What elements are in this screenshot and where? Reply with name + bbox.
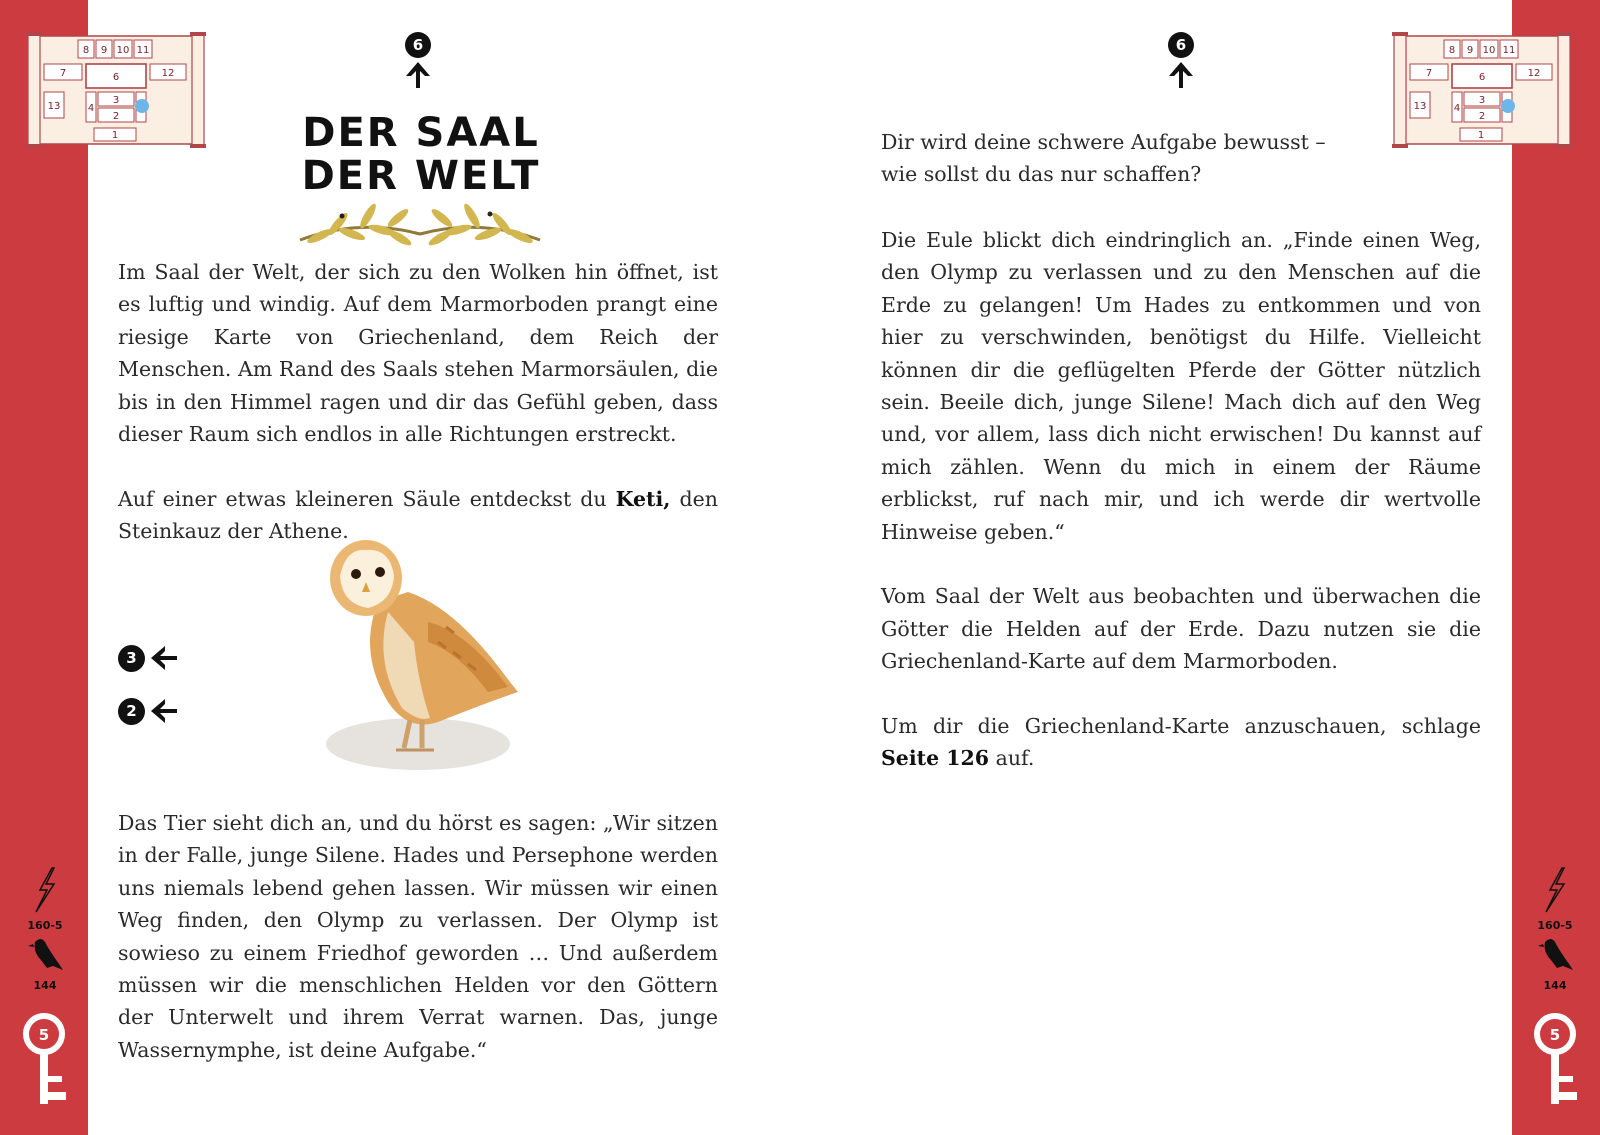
paragraph: Dir wird deine schwere Aufgabe bewusst – wie sollst du das nur schaffen? (881, 130, 1326, 187)
nav-room-number: 3 (118, 645, 145, 672)
nav-room-number: 6 (1168, 32, 1194, 58)
title-line-1: DER SAAL (302, 110, 540, 156)
map-room-13: 13 (1413, 101, 1427, 112)
map-room-7: 7 (59, 68, 67, 79)
room-map-right (1392, 30, 1572, 150)
map-room-8: 8 (82, 45, 90, 56)
arrow-up-icon (404, 60, 432, 90)
bird-icon (25, 934, 65, 974)
key-icon (20, 1012, 68, 1108)
laurel-branch-ornament (290, 196, 550, 256)
map-room-6: 6 (1478, 72, 1486, 83)
map-room-4: 4 (87, 103, 95, 114)
nav-up-room-6-right[interactable] (1161, 32, 1201, 102)
map-room-10: 10 (1482, 45, 1496, 56)
nav-left-room-3[interactable] (118, 643, 182, 673)
map-room-8: 8 (1448, 45, 1456, 56)
page-reference: Seite 126 (881, 746, 990, 771)
nav-up-room-6-left[interactable] (398, 32, 438, 102)
map-room-11: 11 (1502, 45, 1516, 56)
lightning-icon (1542, 866, 1568, 914)
bird-icon (1535, 934, 1575, 974)
bird-code: 144 (1543, 979, 1567, 992)
map-room-1: 1 (111, 130, 119, 141)
text-span: auf. (989, 746, 1035, 771)
text-span: den Steinkauz der Athene. (118, 486, 718, 544)
right-text-intro (881, 126, 1367, 223)
nav-room-number: 6 (405, 32, 431, 58)
title-line-2: DER WELT (301, 153, 541, 199)
paragraph: Die Eule blickt dich eindringlich an. „Finde einen Weg, den Olymp zu verlassen und zu den Menschen auf die Erde zu gelangen! Um Hades zu entkommen und von hier zu verschwinden, benötigst du Hilfe. Vielleicht können dir die geflügelten Pferde der Götter nützlich sein. Beeile dich, junge Silene! Mach dich auf den Weg und, vor allem, lass dich nicht erwischen! Du kannst auf mich zählen. Wenn du mich in einem der Räume erblickst, ruf nach mir, und ich werde dir wertvolle Hinweise geben.“ (881, 228, 1481, 544)
key-icon (1531, 1012, 1579, 1108)
map-room-9: 9 (100, 45, 108, 56)
paragraph: Im Saal der Welt, der sich zu den Wolken hin öffnet, ist es luftig und windig. Auf dem Marmorboden prangt eine riesige Karte von Griechenland, dem Reich der Menschen. Am Rand des Saals stehen Marmorsäulen, die bis in den Himmel ragen und dir das Gefühl geben, dass dieser Raum sich endlos in alle Richtungen erstreckt. (118, 260, 718, 447)
bird-code: 144 (33, 979, 57, 992)
map-room-12: 12 (161, 68, 175, 79)
map-room-7: 7 (1425, 68, 1433, 79)
lightning-icon (32, 866, 58, 914)
map-room-13: 13 (47, 101, 61, 112)
owl-illustration (318, 532, 540, 788)
key-number: 5 (1549, 1026, 1561, 1044)
nav-left-room-2[interactable] (118, 696, 182, 726)
map-room-10: 10 (116, 45, 130, 56)
map-room-4: 4 (1453, 103, 1461, 114)
map-room-2: 2 (1478, 111, 1486, 122)
sidebar-icons-left (15, 866, 75, 994)
paragraph: Vom Saal der Welt aus beobachten und überwachen die Götter die Helden auf der Erde. Dazu nutzen sie die Griechenland-Karte auf dem Marmorboden. (881, 584, 1481, 674)
map-room-3: 3 (1478, 95, 1486, 106)
map-position-marker (135, 99, 149, 113)
arrow-up-icon (1167, 60, 1195, 90)
map-room-1: 1 (1477, 130, 1485, 141)
page-title (290, 112, 552, 198)
text-span: Um dir die Griechenland-Karte anzuschauen, schlage (881, 714, 1481, 739)
arrow-left-icon (149, 698, 179, 724)
left-text-block-2 (118, 807, 718, 1099)
nav-room-number: 2 (118, 698, 145, 725)
map-position-marker (1501, 99, 1515, 113)
key-number: 5 (38, 1026, 50, 1044)
arrow-left-icon (149, 645, 179, 671)
lightning-code: 160-5 (1537, 919, 1573, 932)
map-room-6: 6 (112, 72, 120, 83)
text-span: Auf einer etwas kleineren Säule entdeckst du (118, 486, 616, 511)
map-room-3: 3 (112, 95, 120, 106)
right-text-block (881, 224, 1481, 807)
sidebar-icons-right (1525, 866, 1585, 994)
paragraph-page-ref (881, 710, 1481, 775)
lightning-code: 160-5 (27, 919, 63, 932)
map-room-11: 11 (136, 45, 150, 56)
map-room-2: 2 (112, 111, 120, 122)
keti-name: Keti, (615, 486, 671, 511)
map-room-12: 12 (1527, 68, 1541, 79)
paragraph: Das Tier sieht dich an, und du hörst es sagen: „Wir sitzen in der Falle, junge Silene. Hades und Persephone werden uns niemals lebend gehen lassen. Wir müssen wir einen Weg finden, den Olymp zu verlassen. Der Olymp ist sowieso zu einem Friedhof geworden … Und außerdem müssen wir die menschlichen Helden vor den Göttern der Unterwelt und ihrem Verrat warnen. Das, junge Wassernymphe, ist deine Aufgabe.“ (118, 811, 718, 1062)
room-map-left (26, 30, 206, 150)
map-room-9: 9 (1466, 45, 1474, 56)
